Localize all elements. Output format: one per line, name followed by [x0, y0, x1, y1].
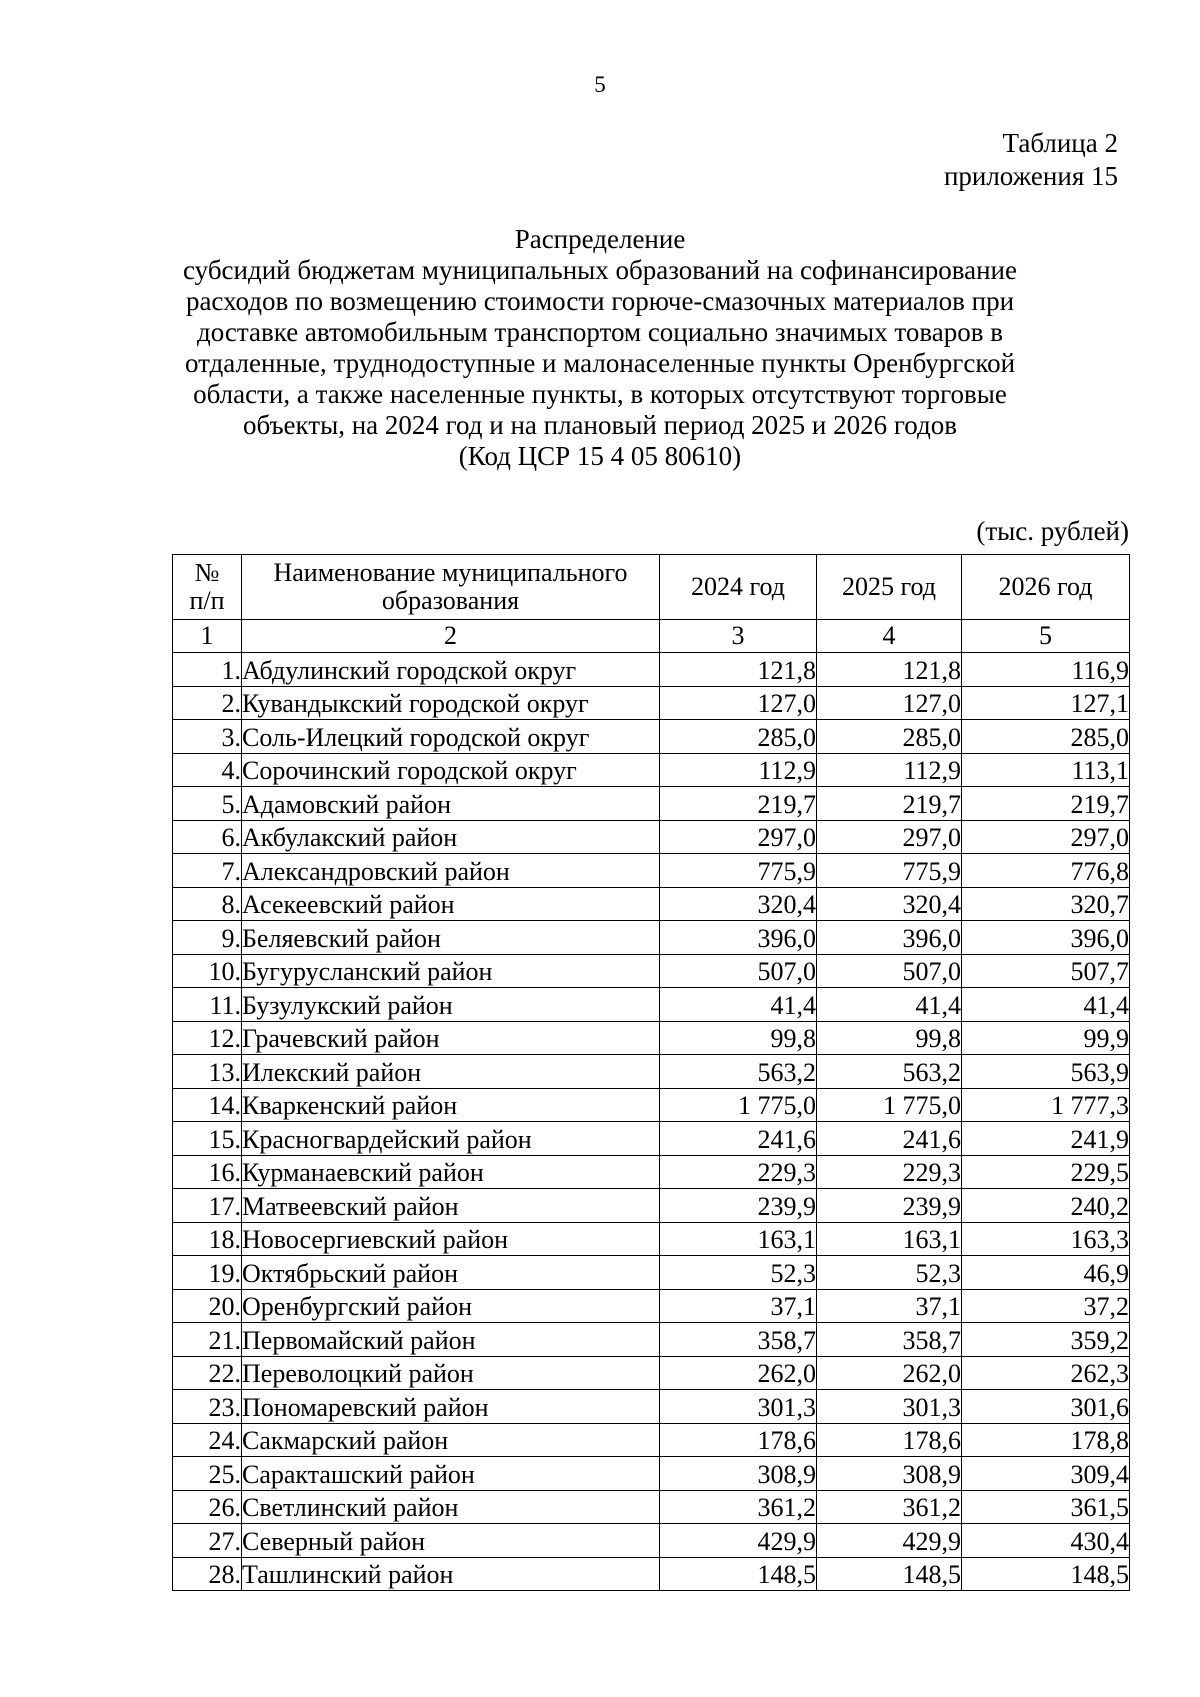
row-number: 12.	[173, 1021, 242, 1055]
row-value-2024: 396,0	[660, 921, 817, 955]
row-municipality-name: Асекеевский район	[242, 887, 660, 921]
row-value-2024: 219,7	[660, 787, 817, 821]
row-value-2026: 37,2	[962, 1289, 1130, 1323]
header-2024: 2024 год	[660, 555, 817, 620]
row-value-2025: 358,7	[817, 1323, 962, 1357]
row-value-2025: 308,9	[817, 1457, 962, 1491]
row-municipality-name: Беляевский район	[242, 921, 660, 955]
row-value-2025: 148,5	[817, 1557, 962, 1591]
row-value-2024: 121,8	[660, 653, 817, 687]
row-value-2026: 148,5	[962, 1557, 1130, 1591]
table-row	[173, 1021, 1130, 1055]
row-number: 4.	[173, 753, 242, 787]
row-value-2026: 178,8	[962, 1423, 1130, 1457]
row-value-2024: 52,3	[660, 1256, 817, 1290]
header-number	[173, 555, 242, 620]
row-value-2024: 262,0	[660, 1356, 817, 1390]
row-municipality-name: Адамовский район	[242, 787, 660, 821]
header-2026: 2026 год	[962, 555, 1130, 620]
row-value-2026: 113,1	[962, 753, 1130, 787]
row-municipality-name: Кваркенский район	[242, 1088, 660, 1122]
row-value-2026: 99,9	[962, 1021, 1130, 1055]
row-value-2025: 429,9	[817, 1524, 962, 1558]
column-number: 5	[962, 620, 1130, 653]
row-value-2025: 99,8	[817, 1021, 962, 1055]
table-row	[173, 921, 1130, 955]
table-row	[173, 1323, 1130, 1357]
row-value-2024: 563,2	[660, 1055, 817, 1089]
row-value-2026: 229,5	[962, 1155, 1130, 1189]
row-municipality-name: Александровский район	[242, 854, 660, 888]
row-value-2024: 320,4	[660, 887, 817, 921]
row-value-2025: 239,9	[817, 1189, 962, 1223]
row-value-2026: 46,9	[962, 1256, 1130, 1290]
table-row	[173, 820, 1130, 854]
row-value-2025: 121,8	[817, 653, 962, 687]
row-value-2026: 430,4	[962, 1524, 1130, 1558]
row-number: 9.	[173, 921, 242, 955]
row-municipality-name: Абдулинский городской округ	[242, 653, 660, 687]
row-value-2024: 301,3	[660, 1390, 817, 1424]
units-label: (тыс. рублей)	[976, 516, 1129, 546]
table-row	[173, 854, 1130, 888]
row-value-2026: 776,8	[962, 854, 1130, 888]
row-value-2024: 429,9	[660, 1524, 817, 1558]
table-row	[173, 1222, 1130, 1256]
row-value-2025: 163,1	[817, 1222, 962, 1256]
row-value-2025: 320,4	[817, 887, 962, 921]
table-reference-line2: приложения 15	[943, 161, 1118, 191]
row-number: 6.	[173, 820, 242, 854]
column-number: 2	[242, 620, 660, 653]
row-number: 24.	[173, 1423, 242, 1457]
row-value-2025: 52,3	[817, 1256, 962, 1290]
row-municipality-name: Переволоцкий район	[242, 1356, 660, 1390]
row-value-2025: 241,6	[817, 1122, 962, 1156]
table-body	[173, 653, 1130, 1591]
row-value-2025: 127,0	[817, 686, 962, 720]
row-number: 1.	[173, 653, 242, 687]
table-row	[173, 1055, 1130, 1089]
table-row	[173, 887, 1130, 921]
row-value-2026: 116,9	[962, 653, 1130, 687]
row-municipality-name: Октябрьский район	[242, 1256, 660, 1290]
row-value-2025: 112,9	[817, 753, 962, 787]
table-row	[173, 1122, 1130, 1156]
row-number: 17.	[173, 1189, 242, 1223]
row-value-2026: 301,6	[962, 1390, 1130, 1424]
row-municipality-name: Кувандыкский городской округ	[242, 686, 660, 720]
row-value-2025: 178,6	[817, 1423, 962, 1457]
row-number: 7.	[173, 854, 242, 888]
row-number: 10.	[173, 954, 242, 988]
title-line: расходов по возмещению стоимости горюче-смазочных материалов при	[185, 286, 1015, 316]
row-value-2024: 148,5	[660, 1557, 817, 1591]
table-row	[173, 653, 1130, 687]
row-value-2025: 37,1	[817, 1289, 962, 1323]
column-number: 1	[173, 620, 242, 653]
title-line: доставке автомобильным транспортом социально значимых товаров в	[197, 317, 1003, 347]
row-value-2024: 112,9	[660, 753, 817, 787]
header-name	[242, 555, 660, 620]
row-municipality-name: Илекский район	[242, 1055, 660, 1089]
title-line: Распределение	[514, 224, 686, 254]
row-municipality-name: Сакмарский район	[242, 1423, 660, 1457]
table-row	[173, 1490, 1130, 1524]
header-name-line2: образования	[381, 586, 520, 615]
row-value-2024: 178,6	[660, 1423, 817, 1457]
row-value-2025: 301,3	[817, 1390, 962, 1424]
table-row	[173, 1423, 1130, 1457]
header-number-line2: п/п	[189, 586, 225, 615]
row-municipality-name: Новосергиевский район	[242, 1222, 660, 1256]
row-value-2026: 1 777,3	[962, 1088, 1130, 1122]
row-number: 15.	[173, 1122, 242, 1156]
row-value-2024: 241,6	[660, 1122, 817, 1156]
row-number: 20.	[173, 1289, 242, 1323]
row-number: 16.	[173, 1155, 242, 1189]
row-value-2025: 285,0	[817, 720, 962, 754]
table-row	[173, 686, 1130, 720]
document-title	[150, 224, 1050, 472]
table-reference-line1: Таблица 2	[1002, 128, 1118, 158]
column-number: 4	[817, 620, 962, 653]
row-value-2025: 361,2	[817, 1490, 962, 1524]
table-row	[173, 1189, 1130, 1223]
page-number: 5	[594, 72, 606, 97]
row-number: 8.	[173, 887, 242, 921]
row-value-2024: 285,0	[660, 720, 817, 754]
table-row	[173, 1356, 1130, 1390]
row-value-2026: 240,2	[962, 1189, 1130, 1223]
row-number: 28.	[173, 1557, 242, 1591]
row-municipality-name: Бузулукский район	[242, 988, 660, 1022]
row-number: 22.	[173, 1356, 242, 1390]
row-number: 25.	[173, 1457, 242, 1491]
row-number: 11.	[173, 988, 242, 1022]
header-name-line1: Наименование муниципального	[273, 558, 628, 587]
row-value-2025: 1 775,0	[817, 1088, 962, 1122]
table-row	[173, 1256, 1130, 1290]
row-number: 18.	[173, 1222, 242, 1256]
row-value-2026: 41,4	[962, 988, 1130, 1022]
row-value-2026: 361,5	[962, 1490, 1130, 1524]
row-number: 27.	[173, 1524, 242, 1558]
row-value-2025: 775,9	[817, 854, 962, 888]
row-value-2024: 41,4	[660, 988, 817, 1022]
title-line: области, а также населенные пункты, в которых отсутствуют торговые	[193, 379, 1007, 409]
row-value-2026: 396,0	[962, 921, 1130, 955]
table-row	[173, 1457, 1130, 1491]
row-municipality-name: Саракташский район	[242, 1457, 660, 1491]
row-number: 26.	[173, 1490, 242, 1524]
row-value-2024: 127,0	[660, 686, 817, 720]
row-value-2025: 396,0	[817, 921, 962, 955]
row-value-2026: 285,0	[962, 720, 1130, 754]
row-number: 13.	[173, 1055, 242, 1089]
row-municipality-name: Акбулакский район	[242, 820, 660, 854]
row-value-2024: 99,8	[660, 1021, 817, 1055]
row-value-2026: 219,7	[962, 787, 1130, 821]
table-row	[173, 988, 1130, 1022]
table-row	[173, 1524, 1130, 1558]
row-value-2026: 241,9	[962, 1122, 1130, 1156]
row-value-2024: 308,9	[660, 1457, 817, 1491]
table-row	[173, 1289, 1130, 1323]
title-line: (Код ЦСР 15 4 05 80610)	[458, 441, 742, 471]
title-line: отдаленные, труднодоступные и малонаселенные пункты Оренбургской	[184, 348, 1016, 378]
row-value-2026: 163,3	[962, 1222, 1130, 1256]
row-municipality-name: Бугурусланский район	[242, 954, 660, 988]
row-value-2025: 563,2	[817, 1055, 962, 1089]
row-value-2024: 239,9	[660, 1189, 817, 1223]
row-number: 5.	[173, 787, 242, 821]
row-municipality-name: Красногвардейский район	[242, 1122, 660, 1156]
row-value-2024: 507,0	[660, 954, 817, 988]
row-value-2024: 358,7	[660, 1323, 817, 1357]
row-value-2024: 361,2	[660, 1490, 817, 1524]
title-line: объекты, на 2024 год и на плановый период 2025 и 2026 годов	[243, 410, 957, 440]
row-value-2024: 775,9	[660, 854, 817, 888]
row-municipality-name: Ташлинский район	[242, 1557, 660, 1591]
row-municipality-name: Грачевский район	[242, 1021, 660, 1055]
row-number: 2.	[173, 686, 242, 720]
row-value-2026: 127,1	[962, 686, 1130, 720]
row-value-2025: 229,3	[817, 1155, 962, 1189]
header-2025: 2025 год	[817, 555, 962, 620]
row-municipality-name: Первомайский район	[242, 1323, 660, 1357]
row-value-2025: 41,4	[817, 988, 962, 1022]
row-value-2024: 229,3	[660, 1155, 817, 1189]
row-value-2026: 309,4	[962, 1457, 1130, 1491]
row-municipality-name: Оренбургский район	[242, 1289, 660, 1323]
row-value-2026: 507,7	[962, 954, 1130, 988]
row-number: 21.	[173, 1323, 242, 1357]
table-reference	[944, 127, 1118, 193]
row-value-2026: 359,2	[962, 1323, 1130, 1357]
row-municipality-name: Соль-Илецкий городской округ	[242, 720, 660, 754]
row-value-2026: 297,0	[962, 820, 1130, 854]
row-value-2024: 1 775,0	[660, 1088, 817, 1122]
row-number: 19.	[173, 1256, 242, 1290]
row-municipality-name: Курманаевский район	[242, 1155, 660, 1189]
row-value-2025: 507,0	[817, 954, 962, 988]
row-value-2025: 219,7	[817, 787, 962, 821]
row-number: 3.	[173, 720, 242, 754]
row-value-2024: 297,0	[660, 820, 817, 854]
table-row	[173, 954, 1130, 988]
row-value-2026: 320,7	[962, 887, 1130, 921]
title-line: субсидий бюджетам муниципальных образований на софинансирование	[183, 255, 1017, 285]
row-municipality-name: Светлинский район	[242, 1490, 660, 1524]
row-value-2026: 262,3	[962, 1356, 1130, 1390]
column-number-row	[173, 620, 1130, 653]
row-value-2024: 37,1	[660, 1289, 817, 1323]
row-municipality-name: Сорочинский городской округ	[242, 753, 660, 787]
table-row	[173, 1557, 1130, 1591]
table-row	[173, 753, 1130, 787]
header-number-line1: №	[194, 558, 220, 587]
distribution-table	[172, 554, 1130, 1591]
table-row	[173, 1390, 1130, 1424]
row-municipality-name: Матвеевский район	[242, 1189, 660, 1223]
row-number: 23.	[173, 1390, 242, 1424]
column-number: 3	[660, 620, 817, 653]
table-row	[173, 1155, 1130, 1189]
row-number: 14.	[173, 1088, 242, 1122]
row-municipality-name: Северный район	[242, 1524, 660, 1558]
row-value-2024: 163,1	[660, 1222, 817, 1256]
table-row	[173, 1088, 1130, 1122]
row-value-2025: 262,0	[817, 1356, 962, 1390]
table-row	[173, 787, 1130, 821]
table-header-row	[173, 555, 1130, 620]
row-municipality-name: Пономаревский район	[242, 1390, 660, 1424]
row-value-2026: 563,9	[962, 1055, 1130, 1089]
row-value-2025: 297,0	[817, 820, 962, 854]
table-row	[173, 720, 1130, 754]
